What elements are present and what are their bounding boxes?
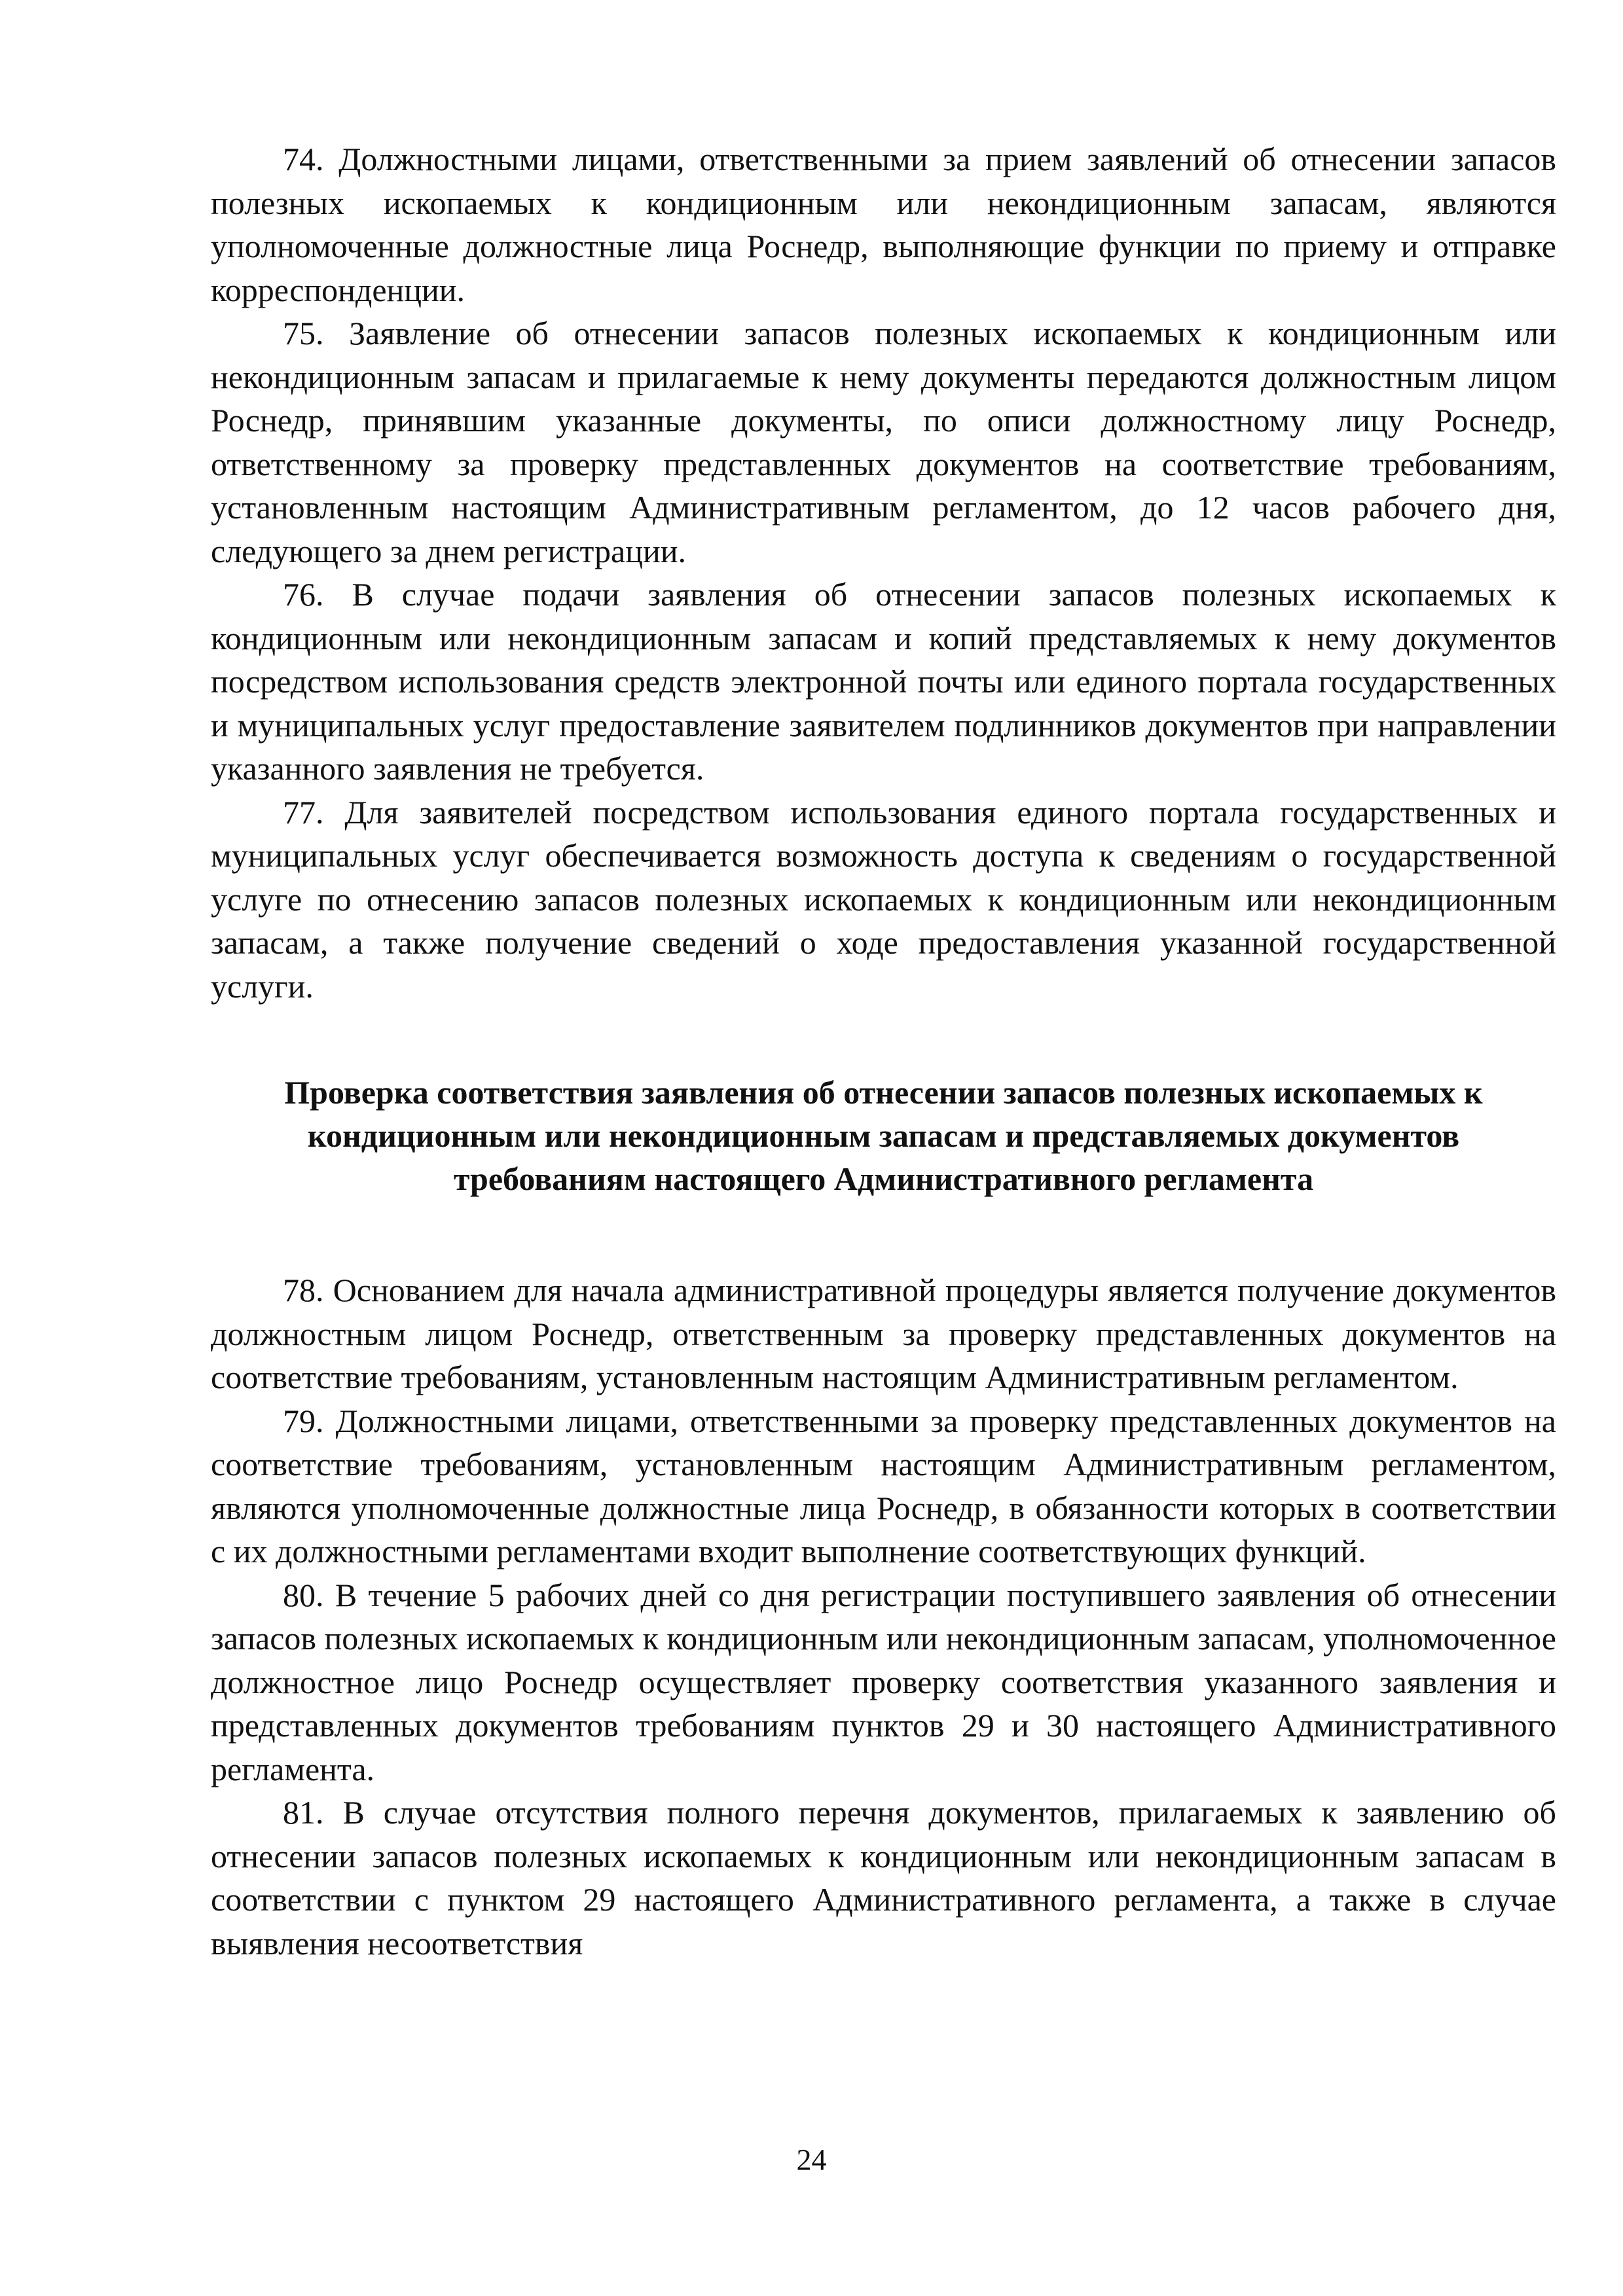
paragraph-74: 74. Должностными лицами, ответственными за прием заявлений об отнесении запасов полезных ископаемых к кондиционным или некондиционным запасам, являются уполномоченные должностные лица Роснедр, выполняющие функции по приему и отправке корреспонденции. — [211, 141, 1556, 308]
paragraph-79: 79. Должностными лицами, ответственными за проверку представленных документов на соответствие требованиям, установленным настоящим Административным регламентом, являются уполномоченные должностные лица Роснедр, в обязанности которых в соответствии с их должностными регламентами входит выполнение соответствующих функций. — [211, 1402, 1556, 1570]
section-heading: Проверка соответствия заявления об отнесении запасов полезных ископаемых к кондиционным или некондиционным запасам и представляемых документов требованиям настоящего Административного регламента — [284, 1074, 1483, 1197]
paragraph-78: 78. Основанием для начала административной процедуры является получение документов должностным лицом Роснедр, ответственным за проверку представленных документов на соответствие требованиям, установленным настоящим Административным регламентом. — [211, 1272, 1556, 1395]
paragraph-80: 80. В течение 5 рабочих дней со дня регистрации поступившего заявления об отнесении запасов полезных ископаемых к кондиционным или некондиционным запасам, уполномоченное должностное лицо Роснедр осуществляет проверку соответствия указанного заявления и представленных документов требованиям пунктов 29 и 30 настоящего Административного регламента. — [211, 1576, 1556, 1787]
paragraph-81: 81. В случае отсутствия полного перечня документов, прилагаемых к заявлению об отнесении запасов полезных ископаемых к кондиционным или некондиционным запасам в соответствии с пунктом 29 настоящего Административного регламента, а также в случае выявления несоответствия — [211, 1794, 1556, 1962]
document-page — [211, 137, 1556, 1965]
paragraph-76: 76. В случае подачи заявления об отнесении запасов полезных ископаемых к кондиционным или некондиционным запасам и копий представляемых к нему документов посредством использования средств электронной почты или единого портала государственных и муниципальных услуг предоставление заявителем подлинников документов при направлении указанного заявления не требуется. — [211, 576, 1556, 787]
paragraph-77: 77. Для заявителей посредством использования единого портала государственных и муниципальных услуг обеспечивается возможность доступа к сведениям о государственной услуге по отнесению запасов полезных ископаемых к кондиционным или некондиционным запасам, а также получение сведений о ходе предоставления указанной государственной услуги. — [211, 793, 1556, 1005]
page-number: 24 — [796, 2143, 827, 2176]
paragraph-75: 75. Заявление об отнесении запасов полезных ископаемых к кондиционным или некондиционным запасам и прилагаемые к нему документы передаются должностным лицом Роснедр, принявшим указанные документы, по описи должностному лицу Роснедр, ответственному за проверку представленных документов на соответствие требованиям, установленным настоящим Административным регламентом, до 12 часов рабочего дня, следующего за днем регистрации. — [211, 315, 1556, 569]
